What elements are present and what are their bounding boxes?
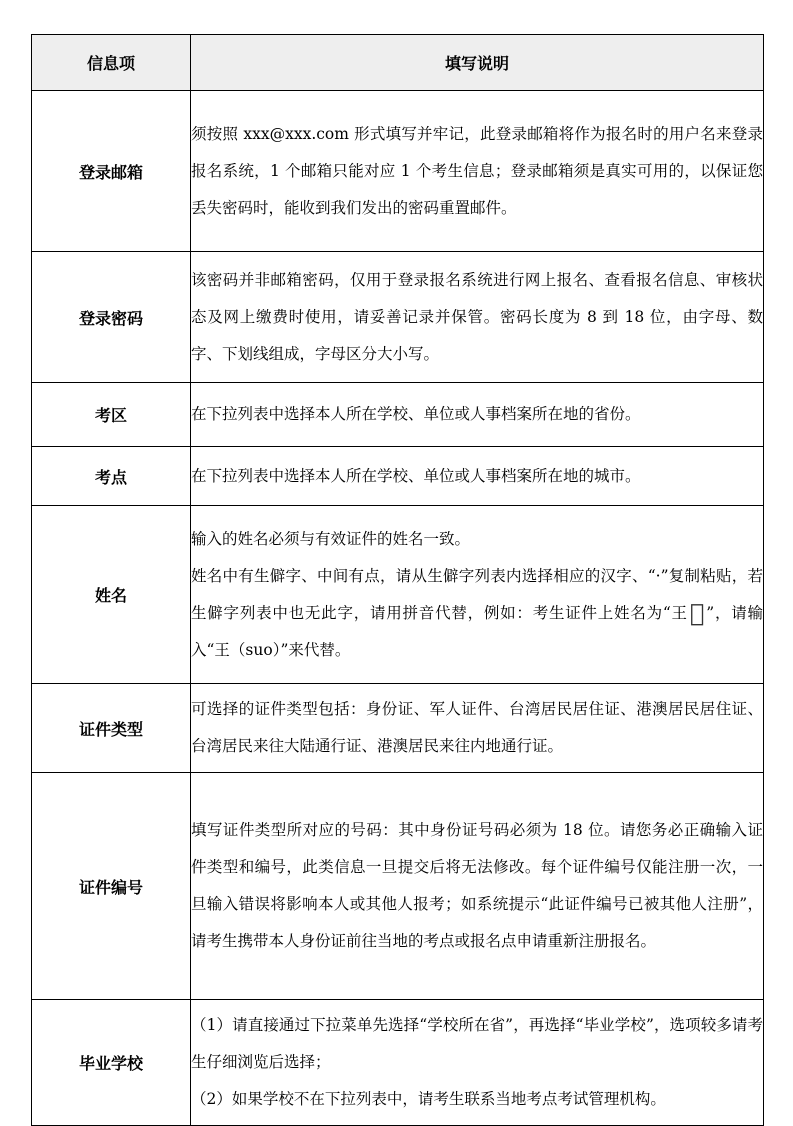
table-row-name bbox=[32, 506, 764, 684]
row-desc-school bbox=[191, 1000, 764, 1126]
table-header-row bbox=[32, 35, 764, 91]
row-desc-email: 须按照 xxx@xxx.com 形式填写并牢记，此登录邮箱将作为报名时的用户名来登录报名系统，1 个邮箱只能对应 1 个考生信息；登录邮箱须是真实可用的，以保证您丢失密码时，能收到我们发出的密码重置邮件。 bbox=[191, 91, 764, 252]
name-rare-char-line bbox=[191, 558, 763, 669]
row-label-password: 登录密码 bbox=[32, 252, 191, 383]
name-rare-text-b: ”，请输入“王（suo）”来代替。 bbox=[191, 603, 763, 659]
table-row-id-number bbox=[32, 773, 764, 1000]
row-desc-exam-site: 在下拉列表中选择本人所在学校、单位或人事档案所在地的城市。 bbox=[191, 447, 764, 506]
registration-info-table bbox=[31, 34, 764, 1126]
row-label-exam-area: 考区 bbox=[32, 383, 191, 447]
rare-character-glyph: 𫊸 bbox=[689, 598, 705, 627]
name-rare-text-a: 姓名中有生僻字、中间有点，请从生僻字列表内选择相应的汉字、“·”复制粘贴，若生僻字列表中也无此字，请用拼音代替，例如：考生证件上姓名为“王 bbox=[191, 566, 763, 622]
school-rule-1: （1）请直接通过下拉菜单先选择“学校所在省”，再选择“毕业学校”，选项较多请考生仔细浏览后选择； bbox=[191, 1016, 763, 1071]
table-row-exam-site bbox=[32, 447, 764, 506]
row-label-id-type: 证件类型 bbox=[32, 684, 191, 773]
row-desc-id-type: 可选择的证件类型包括：身份证、军人证件、台湾居民居住证、港澳居民居住证、台湾居民来往大陆通行证、港澳居民来往内地通行证。 bbox=[191, 684, 764, 773]
row-label-id-number: 证件编号 bbox=[32, 773, 191, 1000]
table-row-exam-area bbox=[32, 383, 764, 447]
table-row-password bbox=[32, 252, 764, 383]
row-label-name: 姓名 bbox=[32, 506, 191, 684]
row-label-email: 登录邮箱 bbox=[32, 91, 191, 252]
row-desc-name bbox=[191, 506, 764, 684]
table-row-email bbox=[32, 91, 764, 252]
header-instructions: 填写说明 bbox=[191, 35, 764, 91]
row-desc-password: 该密码并非邮箱密码，仅用于登录报名系统进行网上报名、查看报名信息、审核状态及网上缴费时使用，请妥善记录并保管。密码长度为 8 到 18 位，由字母、数字、下划线组成，字母区分大小写。 bbox=[191, 252, 764, 383]
name-rule-line: 输入的姓名必须与有效证件的姓名一致。 bbox=[191, 529, 471, 548]
table-row-id-type bbox=[32, 684, 764, 773]
row-label-school: 毕业学校 bbox=[32, 1000, 191, 1126]
row-desc-exam-area: 在下拉列表中选择本人所在学校、单位或人事档案所在地的省份。 bbox=[191, 383, 764, 447]
header-info-item: 信息项 bbox=[32, 35, 191, 91]
row-label-exam-site: 考点 bbox=[32, 447, 191, 506]
row-desc-id-number: 填写证件类型所对应的号码：其中身份证号码必须为 18 位。请您务必正确输入证件类型和编号，此类信息一旦提交后将无法修改。每个证件编号仅能注册一次，一旦输入错误将影响本人或其他人报考；如系统提示“此证件编号已被其他人注册”，请考生携带本人身份证前往当地的考点或报名点申请重新注册报名。 bbox=[191, 773, 764, 1000]
table-row-school bbox=[32, 1000, 764, 1126]
school-rule-2: （2）如果学校不在下拉列表中，请考生联系当地考点考试管理机构。 bbox=[191, 1090, 666, 1108]
